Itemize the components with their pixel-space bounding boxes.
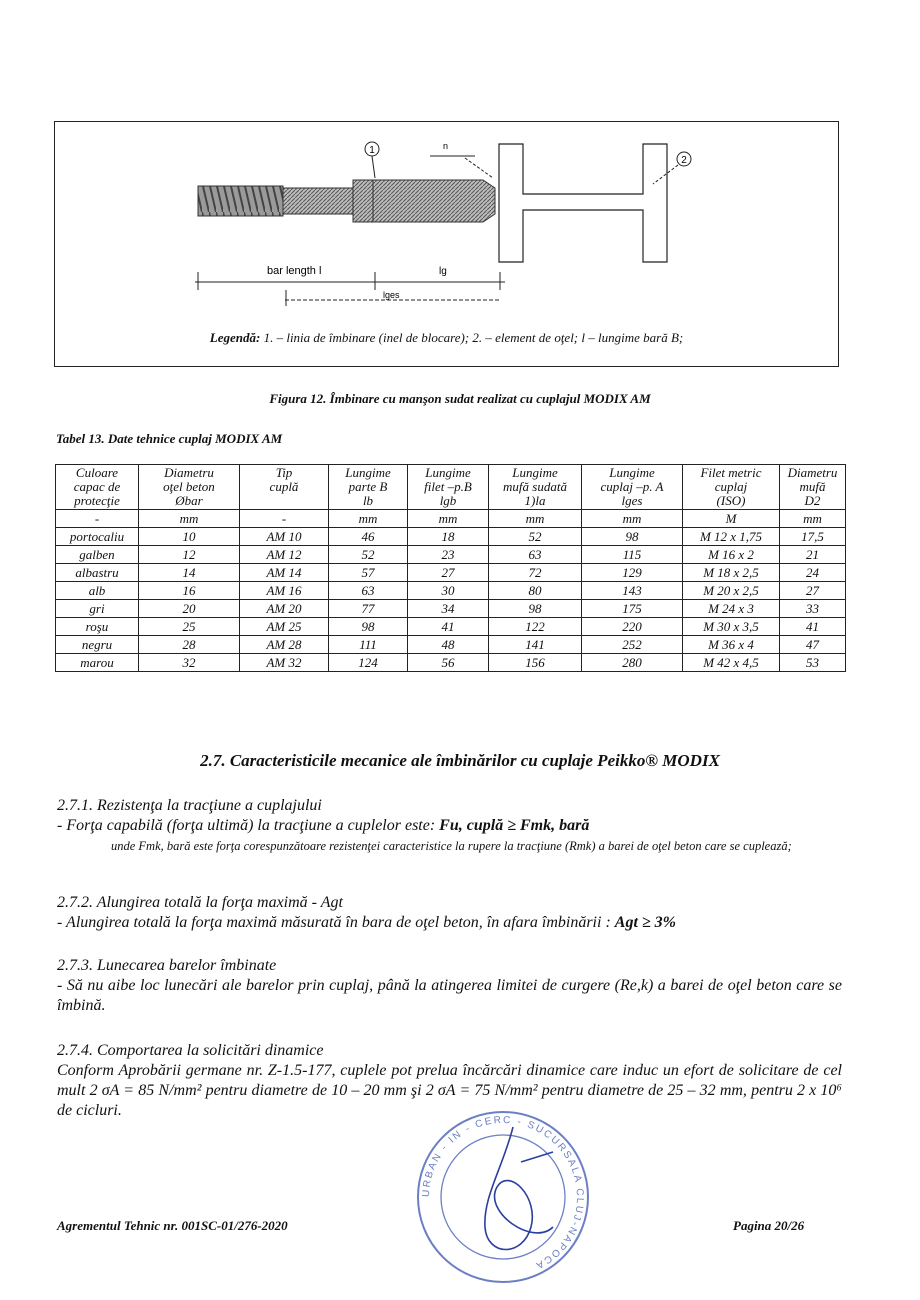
- table-cell: 34: [408, 600, 489, 618]
- thread-part: [283, 188, 353, 214]
- s272-line-text: - Alungirea totală la forţa maximă măsurată în bara de oţel beton, în afara îmbinării :: [57, 914, 615, 931]
- table-cell: M 24 x 3: [683, 600, 780, 618]
- legend-text: 1. – linia de îmbinare (inel de blocare); 2. – element de oţel; l – lungime bară B;: [260, 330, 684, 345]
- col-header: Tip cuplă: [240, 465, 329, 510]
- coupler-sleeve: [353, 180, 495, 222]
- col-header: Lungime mufă sudată 1)la: [489, 465, 582, 510]
- unit-cell: mm: [582, 510, 683, 528]
- table-cell: 32: [139, 654, 240, 672]
- table-cell: M 36 x 4: [683, 636, 780, 654]
- table-cell: M 42 x 4,5: [683, 654, 780, 672]
- s274-text: Conform Aprobării germane nr. Z-1.5-177, cuplele pot prelua încărcări dinamice care induc un efort de solicitare de cel mult 2 σA = 85 N/mm² pentru diametre de 10 – 20 mm şi 2 σA = 75 N/mm² pentru diametre de 25 – 32 mm, pentru 2 x 10⁶ de cicluri.: [57, 1062, 842, 1119]
- callout-1-label: 1: [369, 145, 375, 156]
- table-cell: M 16 x 2: [683, 546, 780, 564]
- s271-formula: Fu, cuplă ≥ Fmk, bară: [439, 817, 590, 834]
- table-cell: M 12 x 1,75: [683, 528, 780, 546]
- col-header: Lungime cuplaj –p. A lges: [582, 465, 683, 510]
- s271-heading: 2.7.1. Rezistenţa la tracţiune a cuplajului: [57, 797, 322, 814]
- section-title: 2.7. Caracteristicile mecanice ale îmbinărilor cu cuplaje Peikko® MODIX: [200, 751, 720, 770]
- steel-element-icon: [499, 144, 667, 262]
- table-cell: AM 32: [240, 654, 329, 672]
- table-cell: 98: [489, 600, 582, 618]
- col-header: Culoare capac de protecţie: [56, 465, 139, 510]
- table-cell: 252: [582, 636, 683, 654]
- s273-heading: 2.7.3. Lunecarea barelor îmbinate: [57, 957, 277, 974]
- unit-cell: mm: [780, 510, 846, 528]
- table-cell: 63: [489, 546, 582, 564]
- figure-caption: Figura 12. Îmbinare cu manşon sudat realizat cu cuplajul MODIX AM: [269, 391, 651, 406]
- table-cell: 14: [139, 564, 240, 582]
- table-cell: 122: [489, 618, 582, 636]
- table-cell: 156: [489, 654, 582, 672]
- legend-prefix: Legendă:: [209, 330, 261, 345]
- table-cell: portocaliu: [56, 528, 139, 546]
- table-cell: 111: [329, 636, 408, 654]
- table-cell: 143: [582, 582, 683, 600]
- table-cell: 141: [489, 636, 582, 654]
- s271-note: unde Fmk, bară este forţa corespunzătoare rezistenţei caracteristice la rupere la tracţiune (Rmk) a barei de oţel beton care se cuplează;: [111, 839, 792, 853]
- table-cell: 53: [780, 654, 846, 672]
- col-header: Diametru mufă D2: [780, 465, 846, 510]
- unit-cell: -: [56, 510, 139, 528]
- table-cell: 18: [408, 528, 489, 546]
- s271-line-text: - Forţa capabilă (forţa ultimă) la tracţiune a cuplelor este:: [57, 817, 440, 834]
- table-cell: 77: [329, 600, 408, 618]
- table-cell: 52: [329, 546, 408, 564]
- table-cell: AM 10: [240, 528, 329, 546]
- table-row: [56, 546, 846, 564]
- table-cell: AM 16: [240, 582, 329, 600]
- col-header: Lungime filet –p.B lgb: [408, 465, 489, 510]
- table-row: [56, 528, 846, 546]
- table-cell: 56: [408, 654, 489, 672]
- label-bar-length: bar length l: [267, 265, 322, 277]
- table-cell: 12: [139, 546, 240, 564]
- table-cell: gri: [56, 600, 139, 618]
- unit-cell: mm: [408, 510, 489, 528]
- table-cell: 33: [780, 600, 846, 618]
- table-cell: 27: [780, 582, 846, 600]
- s272-line: [57, 913, 842, 933]
- unit-cell: mm: [139, 510, 240, 528]
- table-cell: 47: [780, 636, 846, 654]
- table-row: [56, 564, 846, 582]
- table-cell: M 30 x 3,5: [683, 618, 780, 636]
- table-cell: roşu: [56, 618, 139, 636]
- table-cell: 17,5: [780, 528, 846, 546]
- figure-legend: [54, 330, 839, 346]
- table-caption: Tabel 13. Date tehnice cuplaj MODIX AM: [56, 431, 283, 446]
- table-cell: AM 25: [240, 618, 329, 636]
- label-lges: lges: [383, 290, 400, 300]
- table-cell: 25: [139, 618, 240, 636]
- table-cell: M 18 x 2,5: [683, 564, 780, 582]
- table-cell: marou: [56, 654, 139, 672]
- table-cell: 48: [408, 636, 489, 654]
- stamp-text: URBAN - IN - CERC - SUCURSALA CLUJ-NAPOCA: [420, 1114, 586, 1272]
- table-cell: 23: [408, 546, 489, 564]
- table-cell: 72: [489, 564, 582, 582]
- col-header: Filet metric cuplaj (ISO): [683, 465, 780, 510]
- table-cell: 20: [139, 600, 240, 618]
- callout-2-label: 2: [681, 155, 687, 166]
- table-cell: alb: [56, 582, 139, 600]
- table-row: [56, 618, 846, 636]
- unit-cell: -: [240, 510, 329, 528]
- s273-text: - Să nu aibe loc lunecări ale barelor prin cuplaj, până la atingerea limitei de curgere (Re,k) a barei de oţel beton care se îmbină.: [57, 977, 842, 1014]
- table-cell: 98: [329, 618, 408, 636]
- s271-line: [57, 816, 842, 836]
- official-stamp: [413, 1107, 593, 1287]
- s274-heading: 2.7.4. Comportarea la solicitări dinamice: [57, 1042, 324, 1059]
- table-row: [56, 636, 846, 654]
- table-cell: 46: [329, 528, 408, 546]
- label-lg: lg: [439, 266, 447, 277]
- table-cell: 21: [780, 546, 846, 564]
- s272-heading: 2.7.2. Alungirea totală la forţa maximă - Agt: [57, 894, 343, 911]
- table-cell: AM 20: [240, 600, 329, 618]
- col-header: Lungime parte B lb: [329, 465, 408, 510]
- table-row: [56, 582, 846, 600]
- table-cell: 41: [408, 618, 489, 636]
- table-body: [56, 528, 846, 672]
- table-cell: AM 28: [240, 636, 329, 654]
- table-cell: 63: [329, 582, 408, 600]
- table-cell: 52: [489, 528, 582, 546]
- table-row: [56, 600, 846, 618]
- table-cell: 41: [780, 618, 846, 636]
- table-cell: 10: [139, 528, 240, 546]
- table-cell: 30: [408, 582, 489, 600]
- signature: [485, 1127, 553, 1250]
- s272-formula: Agt ≥ 3%: [614, 914, 676, 931]
- rebar-ribbed: [198, 186, 283, 216]
- technical-data-table: [55, 464, 846, 672]
- table-cell: AM 14: [240, 564, 329, 582]
- footer-document-number: Agrementul Tehnic nr. 001SC-01/276-2020: [57, 1218, 288, 1233]
- footer-page-number: Pagina 20/26: [733, 1218, 805, 1233]
- table-header-row: [56, 465, 846, 510]
- table-cell: 129: [582, 564, 683, 582]
- unit-cell: M: [683, 510, 780, 528]
- unit-cell: mm: [489, 510, 582, 528]
- svg-text:URBAN - IN - CERC - SUCURSALA: [421, 1115, 585, 1272]
- col-header: Diametru oţel beton Øbar: [139, 465, 240, 510]
- table-units-row: [56, 510, 846, 528]
- table-cell: 57: [329, 564, 408, 582]
- table-cell: negru: [56, 636, 139, 654]
- table-row: [56, 654, 846, 672]
- table-cell: 115: [582, 546, 683, 564]
- table-cell: 24: [780, 564, 846, 582]
- label-n: n: [443, 141, 449, 151]
- table-cell: galben: [56, 546, 139, 564]
- table-cell: 175: [582, 600, 683, 618]
- table-cell: albastru: [56, 564, 139, 582]
- table-cell: AM 12: [240, 546, 329, 564]
- stamp-outer-ring: [418, 1112, 588, 1282]
- table-cell: 220: [582, 618, 683, 636]
- table-cell: 28: [139, 636, 240, 654]
- unit-cell: mm: [329, 510, 408, 528]
- table-cell: 80: [489, 582, 582, 600]
- table-cell: 280: [582, 654, 683, 672]
- table-cell: M 20 x 2,5: [683, 582, 780, 600]
- table-cell: 27: [408, 564, 489, 582]
- table-cell: 16: [139, 582, 240, 600]
- table-cell: 98: [582, 528, 683, 546]
- table-cell: 124: [329, 654, 408, 672]
